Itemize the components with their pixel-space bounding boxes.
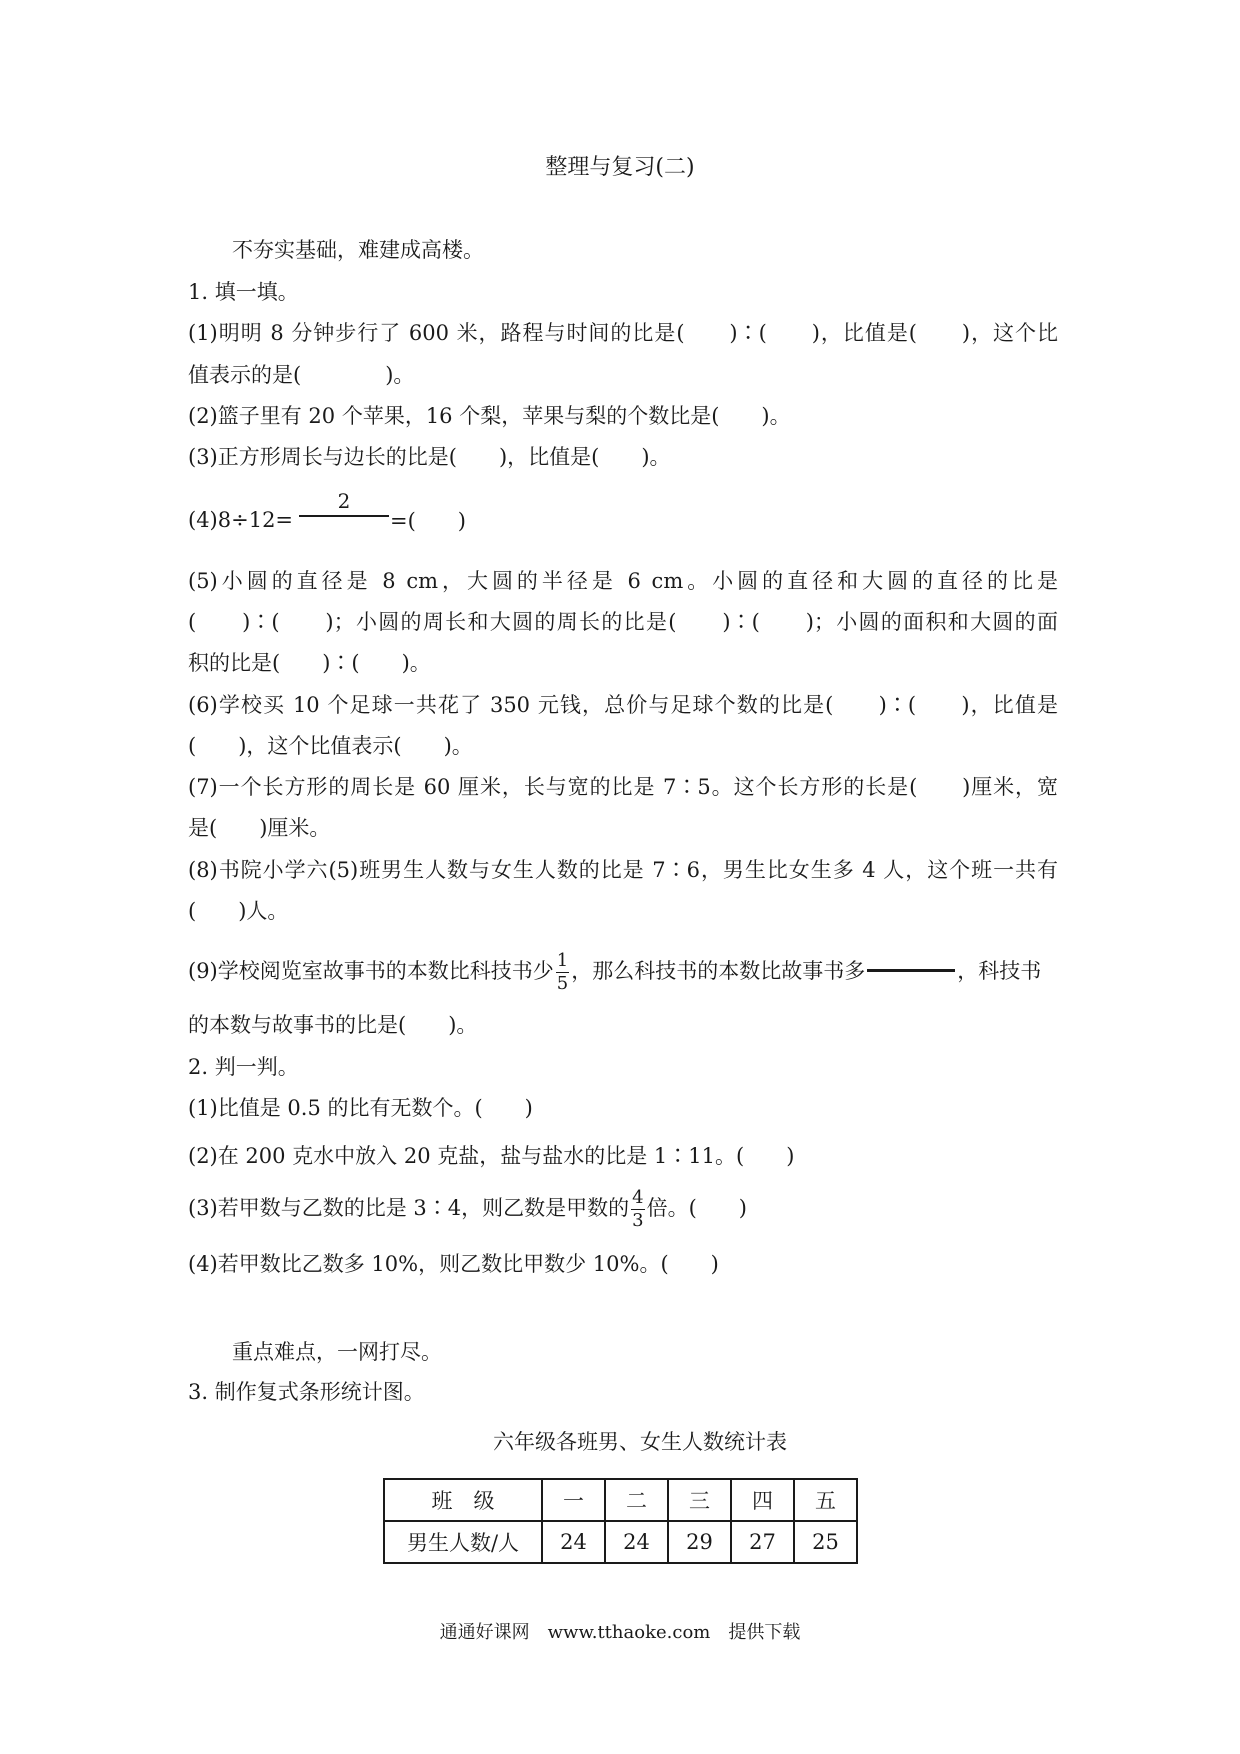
table-cell: 24 [605, 1521, 668, 1563]
motto-foundation: 不夯实基础，难建成高楼。 [232, 238, 484, 262]
stats-table [383, 1478, 858, 1564]
question-7-line-2: 是( )厘米。 [188, 816, 331, 840]
table-header-label: 班 级 [384, 1479, 542, 1521]
question-4-numerator: 2 [337, 489, 351, 513]
judge-4: (4)若甲数比乙数多 10%，则乙数比甲数少 10%。( ) [188, 1252, 719, 1276]
table-header-cell: 一 [542, 1479, 605, 1521]
table-title: 六年级各班男、女生人数统计表 [493, 1430, 787, 1454]
question-3: (3)正方形周长与边长的比是( )，比值是( )。 [188, 445, 671, 469]
motto-key-points: 重点难点，一网打尽。 [232, 1340, 442, 1364]
question-5-line-3: 积的比是( )∶( )。 [188, 651, 431, 675]
judge-3-prefix: (3)若甲数与乙数的比是 3∶4，则乙数是甲数的 [188, 1196, 630, 1220]
question-5-line-2: ( )∶( )；小圆的周长和大圆的周长的比是( )∶( )；小圆的面积和大圆的面 [188, 610, 1058, 634]
judge-2: (2)在 200 克水中放入 20 克盐，盐与盐水的比是 1∶11。( ) [188, 1144, 795, 1168]
question-8-line-1: (8)书院小学六(5)班男生人数与女生人数的比是 7∶6，男生比女生多 4 人，这个班一共有 [188, 858, 1058, 882]
table-cell: 25 [794, 1521, 857, 1563]
question-2: (2)篮子里有 20 个苹果，16 个梨，苹果与梨的个数比是( )。 [188, 404, 791, 428]
question-6-line-1: (6)学校买 10 个足球一共花了 350 元钱，总价与足球个数的比是( )∶( )，比值是 [188, 693, 1058, 717]
question-4-fraction-blank [299, 490, 389, 517]
table-cell: 29 [668, 1521, 731, 1563]
question-8-line-2: ( )人。 [188, 899, 289, 923]
judge-3-suffix: 倍。( ) [646, 1196, 747, 1220]
table-header-row [384, 1479, 857, 1521]
section-2-heading: 2. 判一判。 [188, 1055, 299, 1079]
table-row [384, 1521, 857, 1563]
answer-blank-line [867, 969, 955, 972]
table-header-cell: 五 [794, 1479, 857, 1521]
page-title: 整理与复习(二) [545, 155, 695, 180]
question-4-prefix: (4)8÷12= [188, 508, 294, 532]
question-9-line-1 [188, 952, 1058, 993]
question-9-suffix: ，科技书 [957, 959, 1042, 983]
judge-3 [188, 1189, 1058, 1230]
table-cell: 24 [542, 1521, 605, 1563]
table-header-cell: 二 [605, 1479, 668, 1521]
question-7-line-1: (7)一个长方形的周长是 60 厘米，长与宽的比是 7∶5。这个长方形的长是( )厘米，宽 [188, 775, 1058, 799]
judge-1: (1)比值是 0.5 的比有无数个。( ) [188, 1096, 533, 1120]
question-5-line-1: (5)小圆的直径是 8 cm，大圆的半径是 6 cm。小圆的直径和大圆的直径的比是 [188, 569, 1058, 593]
question-1-line-2: 值表示的是( )。 [188, 363, 415, 387]
question-9-line-2: 的本数与故事书的比是( )。 [188, 1013, 478, 1037]
question-9-fraction [556, 952, 569, 993]
question-1-line-1: (1)明明 8 分钟步行了 600 米，路程与时间的比是( )∶( )，比值是( )，这个比 [188, 321, 1058, 345]
question-4-suffix: =( ) [390, 509, 466, 533]
fraction-numerator: 1 [556, 950, 569, 971]
section-3-heading: 3. 制作复式条形统计图。 [188, 1380, 425, 1404]
footer-credit: 通通好课网 www.tthaoke.com 提供下载 [439, 1622, 801, 1643]
question-6-line-2: ( )，这个比值表示( )。 [188, 734, 473, 758]
fraction-denominator: 5 [556, 973, 569, 994]
table-row-label: 男生人数/人 [384, 1521, 542, 1563]
fraction-numerator: 4 [632, 1187, 644, 1208]
table-header-cell: 四 [731, 1479, 794, 1521]
fraction-bar [299, 515, 389, 517]
judge-3-fraction [631, 1189, 644, 1230]
fraction-denominator: 3 [632, 1210, 644, 1231]
question-9-middle: ，那么科技书的本数比故事书多 [571, 959, 866, 983]
table-header-cell: 三 [668, 1479, 731, 1521]
question-9-prefix: (9)学校阅览室故事书的本数比科技书少 [188, 959, 554, 983]
table-cell: 27 [731, 1521, 794, 1563]
section-1-heading: 1. 填一填。 [188, 280, 299, 304]
